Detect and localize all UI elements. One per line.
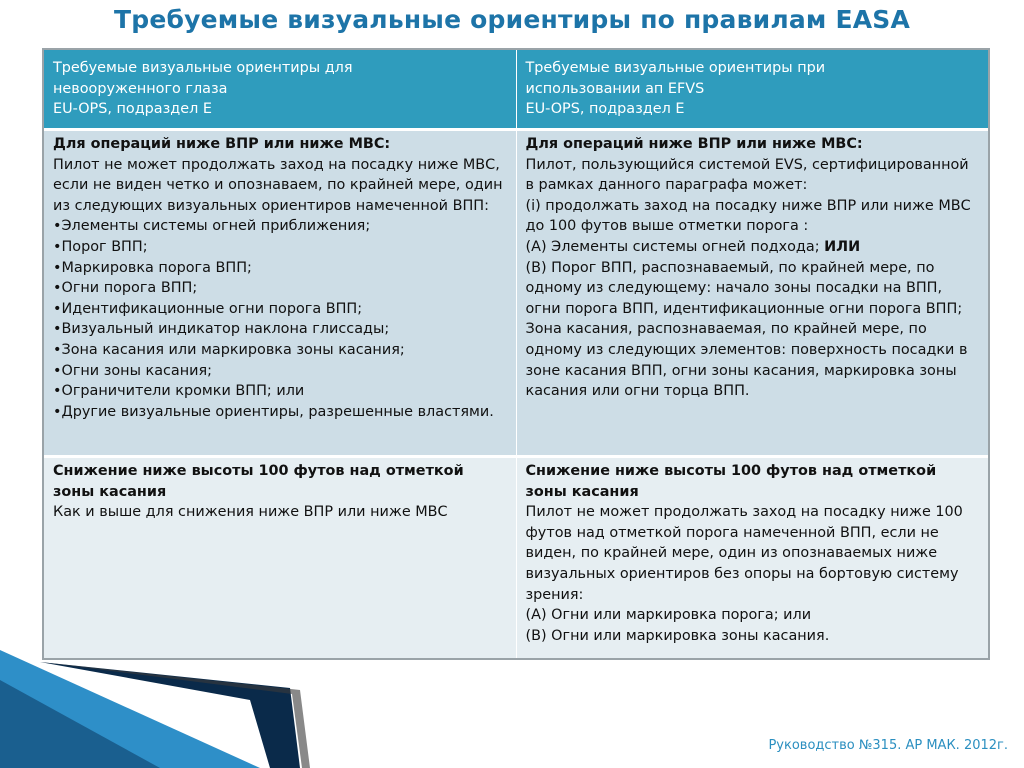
slide-title: Требуемые визуальные ориентиры по правилам EASA	[113, 5, 911, 34]
cell-heading: Для операций ниже ВПР или ниже МВС:	[53, 136, 391, 152]
list-item: •Другие визуальные ориентиры, разрешенные властями.	[53, 403, 494, 420]
list-item: •Элементы системы огней приближения;	[53, 218, 371, 235]
table-header-row	[44, 50, 988, 130]
header-line: EU-OPS, подраздел E	[53, 101, 212, 118]
list-item: •Визуальный индикатор наклона глиссады;	[53, 321, 390, 338]
list-item: •Огни зоны касания;	[53, 362, 213, 379]
header-line: Требуемые визуальные ориентиры для	[53, 60, 353, 76]
cell-text-part: (A) Элементы системы огней подхода;	[525, 238, 825, 255]
table-row	[44, 130, 988, 457]
cell-naked-eye-below-dh	[44, 130, 516, 457]
list-item: •Идентификационные огни порога ВПП;	[53, 300, 363, 317]
cell-naked-eye-below-100ft	[44, 457, 516, 659]
cell-efvs-below-dh	[516, 130, 988, 457]
comparison-table	[42, 48, 990, 660]
list-item: •Ограничители кромки ВПП; или	[53, 383, 305, 400]
list-item: •Порог ВПП;	[53, 238, 148, 255]
cell-heading: Снижение ниже высоты 100 футов над отметкой зоны касания	[53, 463, 464, 500]
list-item: •Зона касания или маркировка зоны касания;	[53, 341, 405, 358]
header-line: использовании ап EFVS	[525, 80, 705, 97]
cell-heading: Снижение ниже высоты 100 футов над отметкой зоны касания	[525, 463, 937, 500]
mid-swoosh-shape	[0, 680, 160, 768]
list-item: •Маркировка порога ВПП;	[53, 259, 252, 276]
cell-text: Пилот не может продолжать заход на посадку ниже МВС, если не виден четко и опознаваем, по крайней мере, один из следующих визуальных ориентиров намеченной ВПП:	[53, 156, 503, 214]
header-line: невооруженного глаза	[53, 80, 228, 97]
blue-swoosh-shape	[0, 650, 260, 768]
list-item: (B) Огни или маркировка зоны касания.	[525, 627, 830, 644]
cell-heading: Для операций ниже ВПР или ниже МВС:	[525, 136, 863, 152]
list-item: (A) Огни или маркировка порога; или	[525, 607, 812, 624]
header-naked-eye	[44, 50, 516, 130]
list-item: •Огни порога ВПП;	[53, 280, 198, 297]
shadow-swoosh-shape	[40, 662, 310, 768]
or-keyword: ИЛИ	[824, 238, 861, 255]
cell-text: Как и выше для снижения ниже ВПР или ниже МВС	[53, 504, 448, 521]
cell-text: Пилот, пользующийся системой EVS, сертифицированной в рамках данного параграфа может:	[525, 156, 969, 194]
footer-citation: Руководство №315. АР МАК. 2012г.	[768, 738, 1008, 753]
header-efvs	[516, 50, 988, 130]
cell-text: (i) продолжать заход на посадку ниже ВПР или ниже МВС до 100 футов выше отметки порога :	[525, 197, 971, 235]
table-row	[44, 457, 988, 659]
cell-text	[526, 237, 980, 258]
header-line: EU-OPS, подраздел E	[525, 101, 685, 118]
cell-text: (B) Порог ВПП, распознаваемый, по крайней мере, по одному из следующему: начало зоны посадки на ВПП, огни порога ВПП, идентификационные огни порога ВПП; Зона касания, распознаваемая, по крайней мере, по одному из следующих элементов: поверхность посадки в зоне касания ВПП, огни зоны касания, маркировка зоны касания или огни торца ВПП.	[525, 259, 968, 400]
cell-text: Пилот не может продолжать заход на посадку ниже 100 футов над отметкой порога намеченной ВПП, если не виден, по крайней мере, один из опознаваемых ниже визуальных ориентиров без опоры на бортовую систему зрения:	[525, 504, 963, 603]
header-line: Требуемые визуальные ориентиры при	[525, 60, 826, 76]
dark-swoosh-shape	[40, 662, 300, 768]
cell-efvs-below-100ft	[516, 457, 988, 659]
